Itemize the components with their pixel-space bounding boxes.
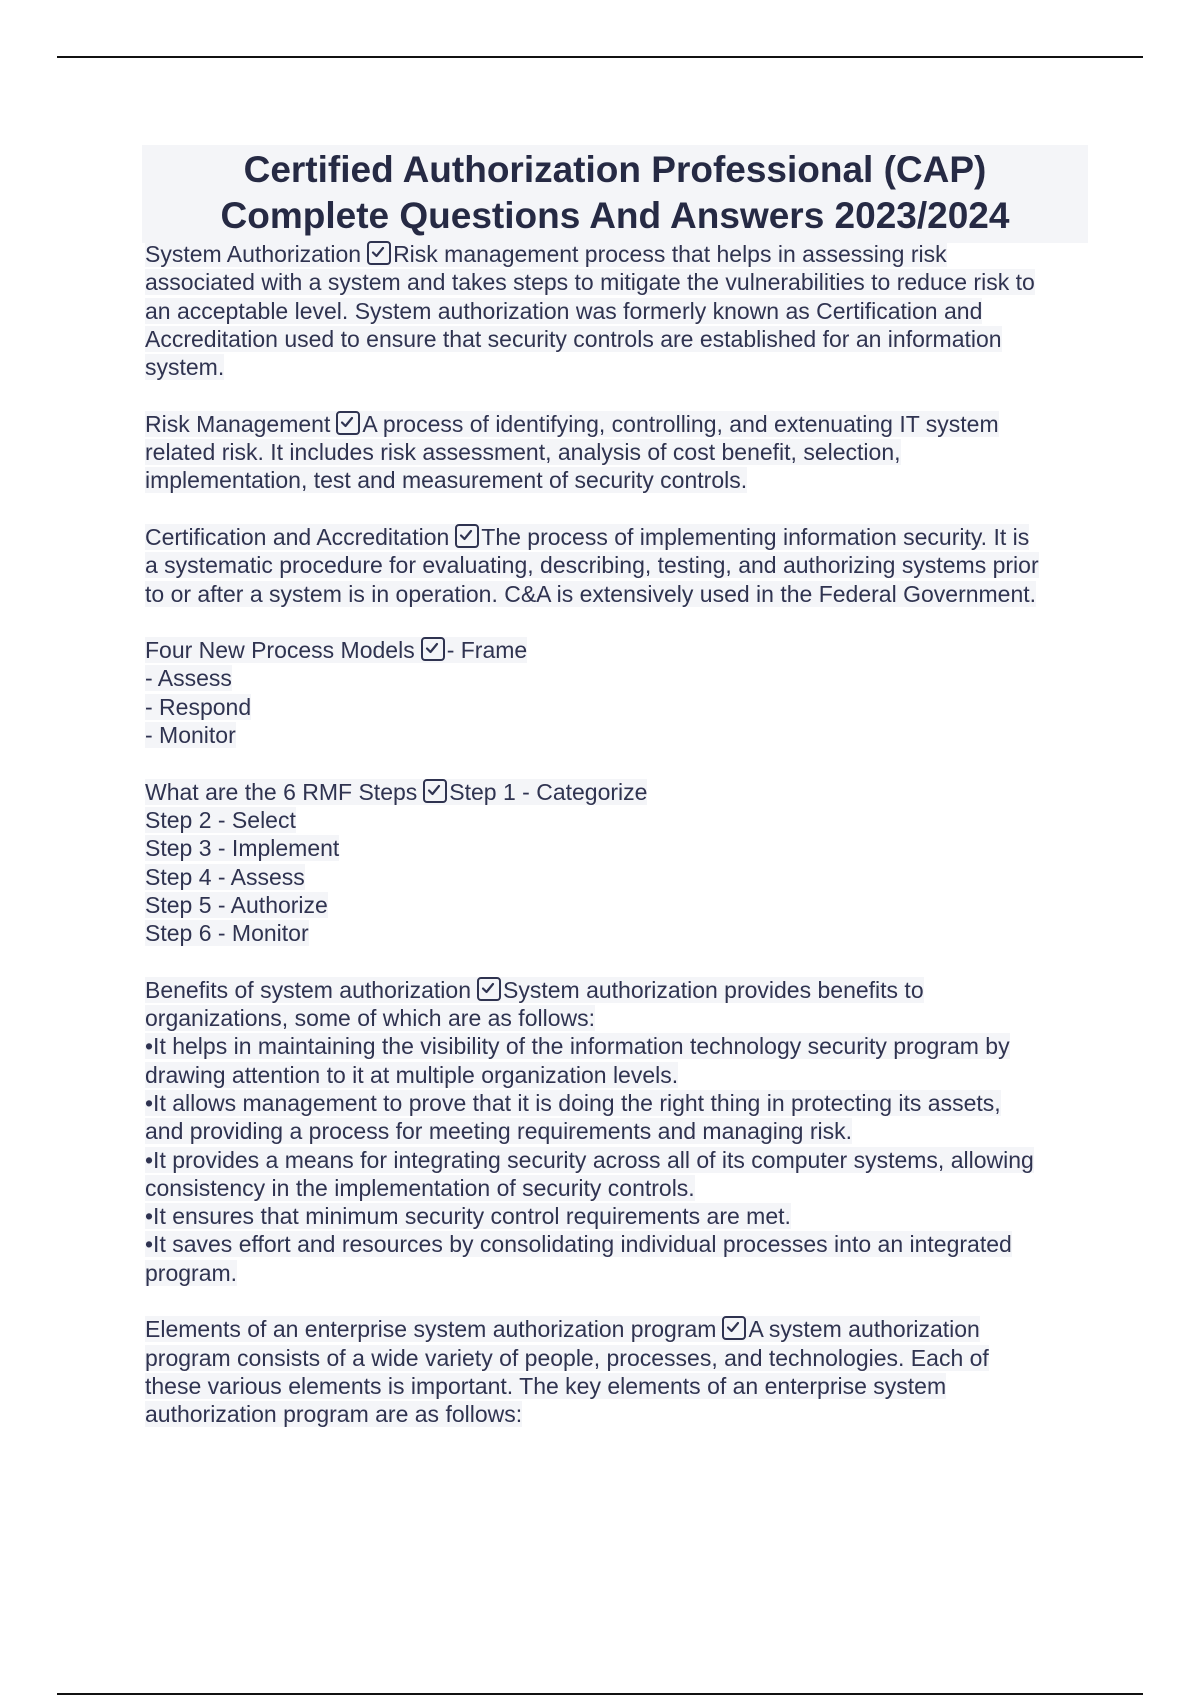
- answer-line-text: - Assess: [145, 665, 232, 692]
- answer-line-text: program.: [145, 1259, 238, 1286]
- answer-line: [145, 891, 1095, 919]
- answer-line-text: Step 6 - Monitor: [145, 920, 309, 947]
- answer-line-text: Step 4 - Assess: [145, 863, 305, 890]
- answer-line: [145, 693, 1095, 721]
- qa-item: [145, 240, 1095, 381]
- header-rule: [57, 56, 1143, 58]
- qa-item: [145, 778, 1095, 948]
- answer-line-text: - Monitor: [145, 722, 236, 749]
- answer-first-line: Risk management process that helps in assessing risk: [393, 241, 947, 267]
- answer-line-text: Step 2 - Select: [145, 806, 296, 833]
- answer-line: [145, 1372, 1095, 1400]
- answer-line-text: an acceptable level. System authorization was formerly known as Certification and: [145, 297, 983, 324]
- answer-first-line: - Frame: [446, 637, 528, 664]
- qa-item: [145, 976, 1095, 1287]
- answer-line-text: Accreditation used to ensure that security controls are established for an information: [145, 325, 1002, 352]
- answer-first-line: System authorization provides benefits to: [503, 976, 924, 1003]
- answer-line: [145, 834, 1095, 862]
- answer-line-text: •It ensures that minimum security control requirements are met.: [145, 1203, 791, 1230]
- answer-line: [145, 438, 1095, 466]
- answer-line-text: to or after a system is in operation. C&A is extensively used in the Federal Government.: [145, 580, 1037, 607]
- answer-line: [145, 1400, 1095, 1428]
- answer-line: [145, 1202, 1095, 1230]
- question-text: What are the 6 RMF Steps: [145, 778, 418, 805]
- qa-first-line: [145, 240, 1095, 268]
- qa-item: [145, 1315, 1095, 1428]
- answer-line-text: •It helps in maintaining the visibility of the information technology security program by: [145, 1033, 1010, 1060]
- footer-rule: [57, 1693, 1143, 1695]
- title-line-2: Complete Questions And Answers 2023/2024: [220, 195, 1010, 236]
- answer-line-text: associated with a system and takes steps to mitigate the vulnerabilities to reduce risk to: [145, 269, 1035, 296]
- answer-line: [145, 325, 1095, 353]
- answer-line: [145, 1032, 1095, 1060]
- answer-first-line: Step 1 - Categorize: [449, 778, 648, 805]
- answer-line-text: program consists of a wide variety of people, processes, and technologies. Each of: [145, 1344, 989, 1371]
- answer-line-text: these various elements is important. The key elements of an enterprise system: [145, 1372, 947, 1399]
- answer-line-text: Step 5 - Authorize: [145, 891, 328, 918]
- answer-line: [145, 268, 1095, 296]
- answer-line: [145, 806, 1095, 834]
- answer-line: [145, 1089, 1095, 1117]
- question-text: Risk Management: [145, 410, 331, 437]
- answer-line-text: organizations, some of which are as follows:: [145, 1005, 595, 1032]
- qa-item: [145, 523, 1095, 608]
- question-text: Benefits of system authorization: [145, 976, 471, 1003]
- question-text: Certification and Accreditation: [145, 523, 450, 550]
- answer-line-text: drawing attention to it at multiple organization levels.: [145, 1061, 679, 1088]
- answer-first-line: A system authorization: [748, 1316, 980, 1343]
- answer-line: [145, 1004, 1095, 1032]
- qa-first-line: [145, 1315, 1095, 1343]
- answer-line-text: system.: [145, 354, 225, 381]
- answer-line-text: and providing a process for meeting requirements and managing risk.: [145, 1118, 852, 1145]
- answer-line: [145, 1230, 1095, 1258]
- document-title: [142, 145, 1088, 243]
- answer-line-text: •It saves effort and resources by consolidating individual processes into an integrated: [145, 1231, 1012, 1258]
- answer-line-text: •It allows management to prove that it is doing the right thing in protecting its assets,: [145, 1089, 1001, 1116]
- answer-line: [145, 580, 1095, 608]
- answer-line: [145, 1259, 1095, 1287]
- qa-first-line: [145, 778, 1095, 806]
- answer-line: [145, 1117, 1095, 1145]
- qa-item: [145, 410, 1095, 495]
- answer-line-text: Step 3 - Implement: [145, 835, 340, 862]
- answer-line: [145, 721, 1095, 749]
- answer-line: [145, 466, 1095, 494]
- qa-item: [145, 636, 1095, 749]
- answer-line-text: related risk. It includes risk assessment, analysis of cost benefit, selection,: [145, 439, 901, 466]
- answer-line: [145, 297, 1095, 325]
- answer-line: [145, 353, 1095, 381]
- answer-line: [145, 664, 1095, 692]
- question-text: Elements of an enterprise system authorization program: [145, 1316, 717, 1343]
- qa-first-line: [145, 523, 1095, 551]
- checkbox-icon: [421, 637, 445, 661]
- qa-first-line: [145, 636, 1095, 664]
- answer-line: [145, 1174, 1095, 1202]
- answer-line-text: implementation, test and measurement of security controls.: [145, 467, 748, 494]
- question-text: Four New Process Models: [145, 637, 415, 664]
- checkbox-icon: [722, 1316, 746, 1340]
- qa-first-line: [145, 976, 1095, 1004]
- checkbox-icon: [455, 524, 479, 548]
- answer-line-text: consistency in the implementation of security controls.: [145, 1174, 695, 1201]
- answer-line-text: a systematic procedure for evaluating, describing, testing, and authorizing systems prior: [145, 552, 1039, 579]
- answer-first-line: The process of implementing information security. It is: [481, 523, 1030, 550]
- answer-line: [145, 1146, 1095, 1174]
- answer-line-text: •It provides a means for integrating security across all of its computer systems, allowing: [145, 1146, 1034, 1173]
- answer-line-text: authorization program are as follows:: [145, 1401, 523, 1428]
- answer-line: [145, 863, 1095, 891]
- answer-line: [145, 1344, 1095, 1372]
- answer-line: [145, 551, 1095, 579]
- answer-line: [145, 919, 1095, 947]
- qa-list: [145, 240, 1095, 1457]
- checkbox-icon: [423, 779, 447, 803]
- checkbox-icon: [336, 411, 360, 435]
- answer-line: [145, 1061, 1095, 1089]
- qa-first-line: [145, 410, 1095, 438]
- answer-first-line: A process of identifying, controlling, and extenuating IT system: [362, 410, 999, 437]
- answer-line-text: - Respond: [145, 693, 252, 720]
- question-text: System Authorization: [145, 241, 362, 267]
- checkbox-icon: [477, 977, 501, 1001]
- title-line-1: Certified Authorization Professional (CAP): [243, 149, 987, 190]
- checkbox-icon: [367, 241, 391, 265]
